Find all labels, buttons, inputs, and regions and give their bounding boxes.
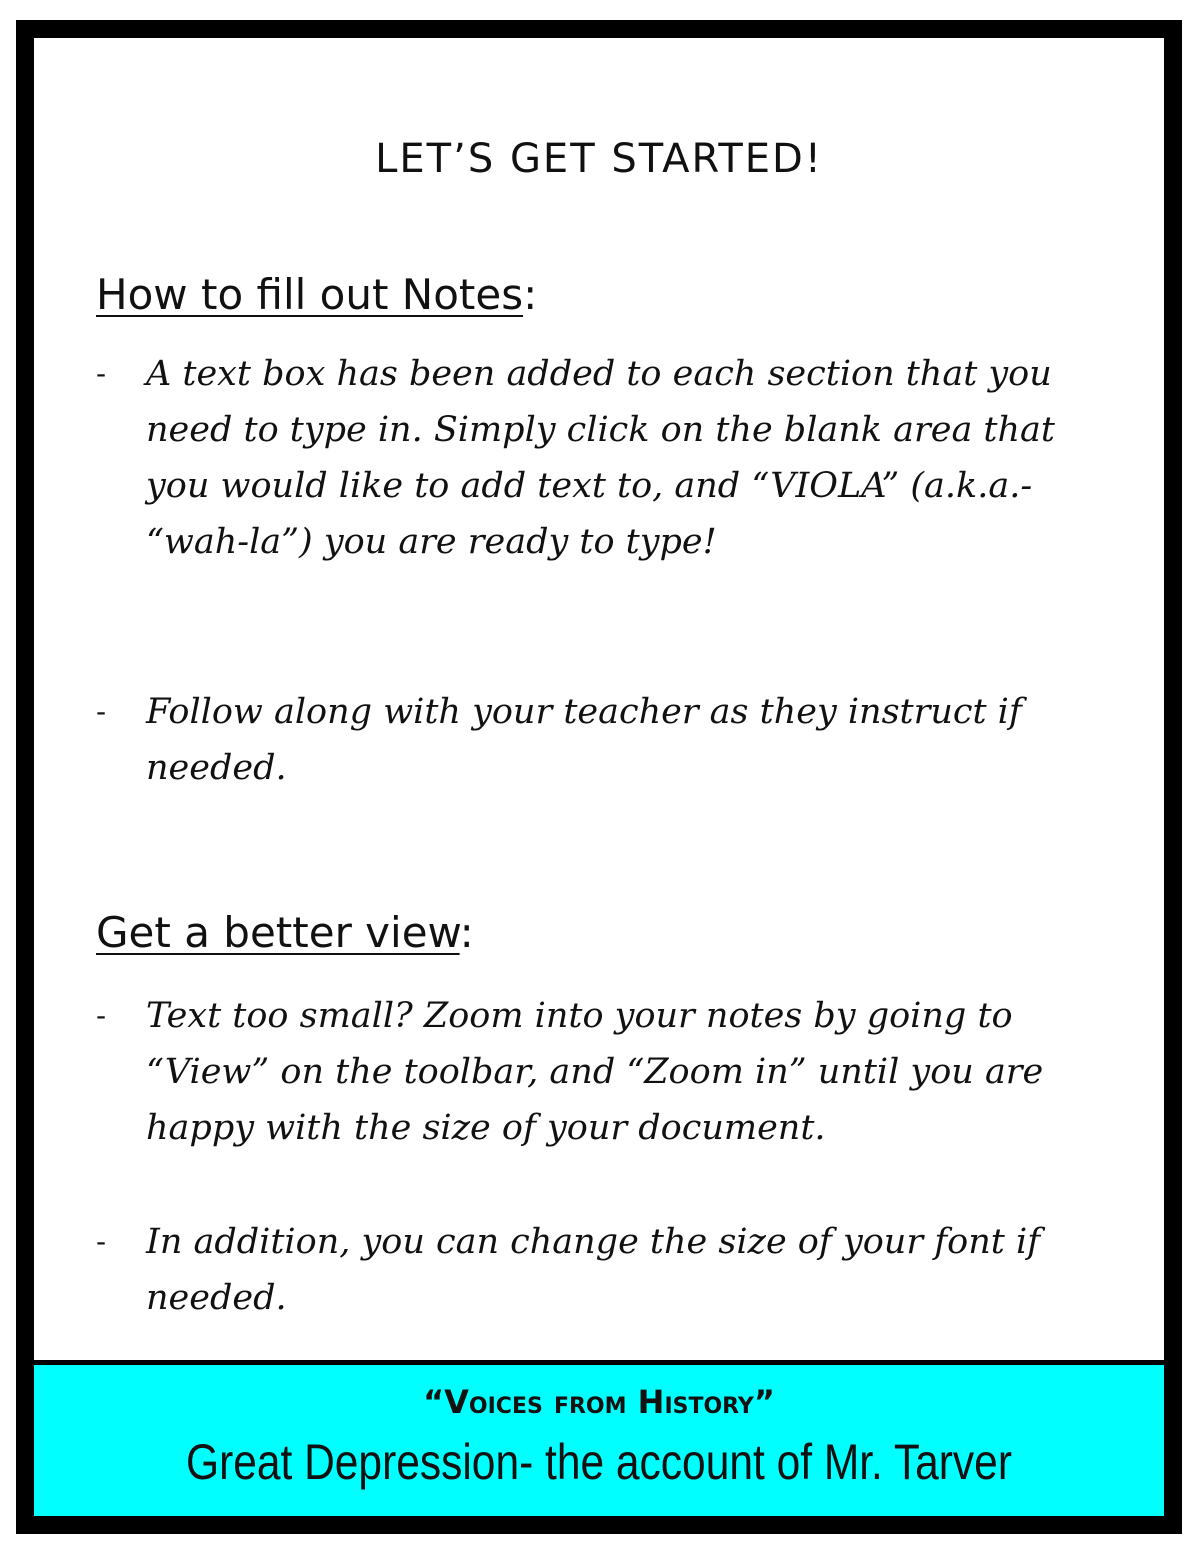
section-heading-view-colon: : — [459, 908, 474, 957]
footer-banner — [34, 1360, 1164, 1516]
page-content — [34, 38, 1164, 1360]
bullet-text: A text box has been added to each section that you need to type in. Simply click on the blank area that you would like to add text to, and “VIOLA” (a.k.a.- “wah-la”) you are ready to type! — [146, 354, 1055, 562]
footer-series-title: “Voices from History” — [423, 1383, 775, 1421]
footer-subtitle: Great Depression- the account of Mr. Tarver — [186, 1434, 1012, 1490]
section-heading-notes-colon: : — [523, 270, 538, 319]
page-frame — [16, 20, 1182, 1534]
bullet-dash: - — [96, 357, 107, 390]
bullet-dash: - — [96, 999, 107, 1032]
list-item — [96, 988, 1106, 1156]
page-title: LET’S GET STARTED! — [375, 136, 823, 182]
section-heading-view — [96, 908, 474, 957]
list-item — [96, 346, 1106, 570]
list-item — [96, 1214, 1106, 1326]
bullet-text: Text too small? Zoom into your notes by going to “View” on the toolbar, and “Zoom in” until you are happy with the size of your document. — [146, 996, 1044, 1148]
list-item — [96, 684, 1106, 796]
section-heading-notes-text: How to fill out Notes — [96, 270, 524, 319]
bullet-text: Follow along with your teacher as they instruct if needed. — [146, 692, 1022, 788]
bullet-text: In addition, you can change the size of your font if needed. — [146, 1222, 1041, 1318]
bullet-dash: - — [96, 695, 107, 728]
section-heading-notes — [96, 270, 537, 319]
section-heading-view-text: Get a better view — [96, 908, 460, 957]
bullet-dash: - — [96, 1225, 107, 1258]
